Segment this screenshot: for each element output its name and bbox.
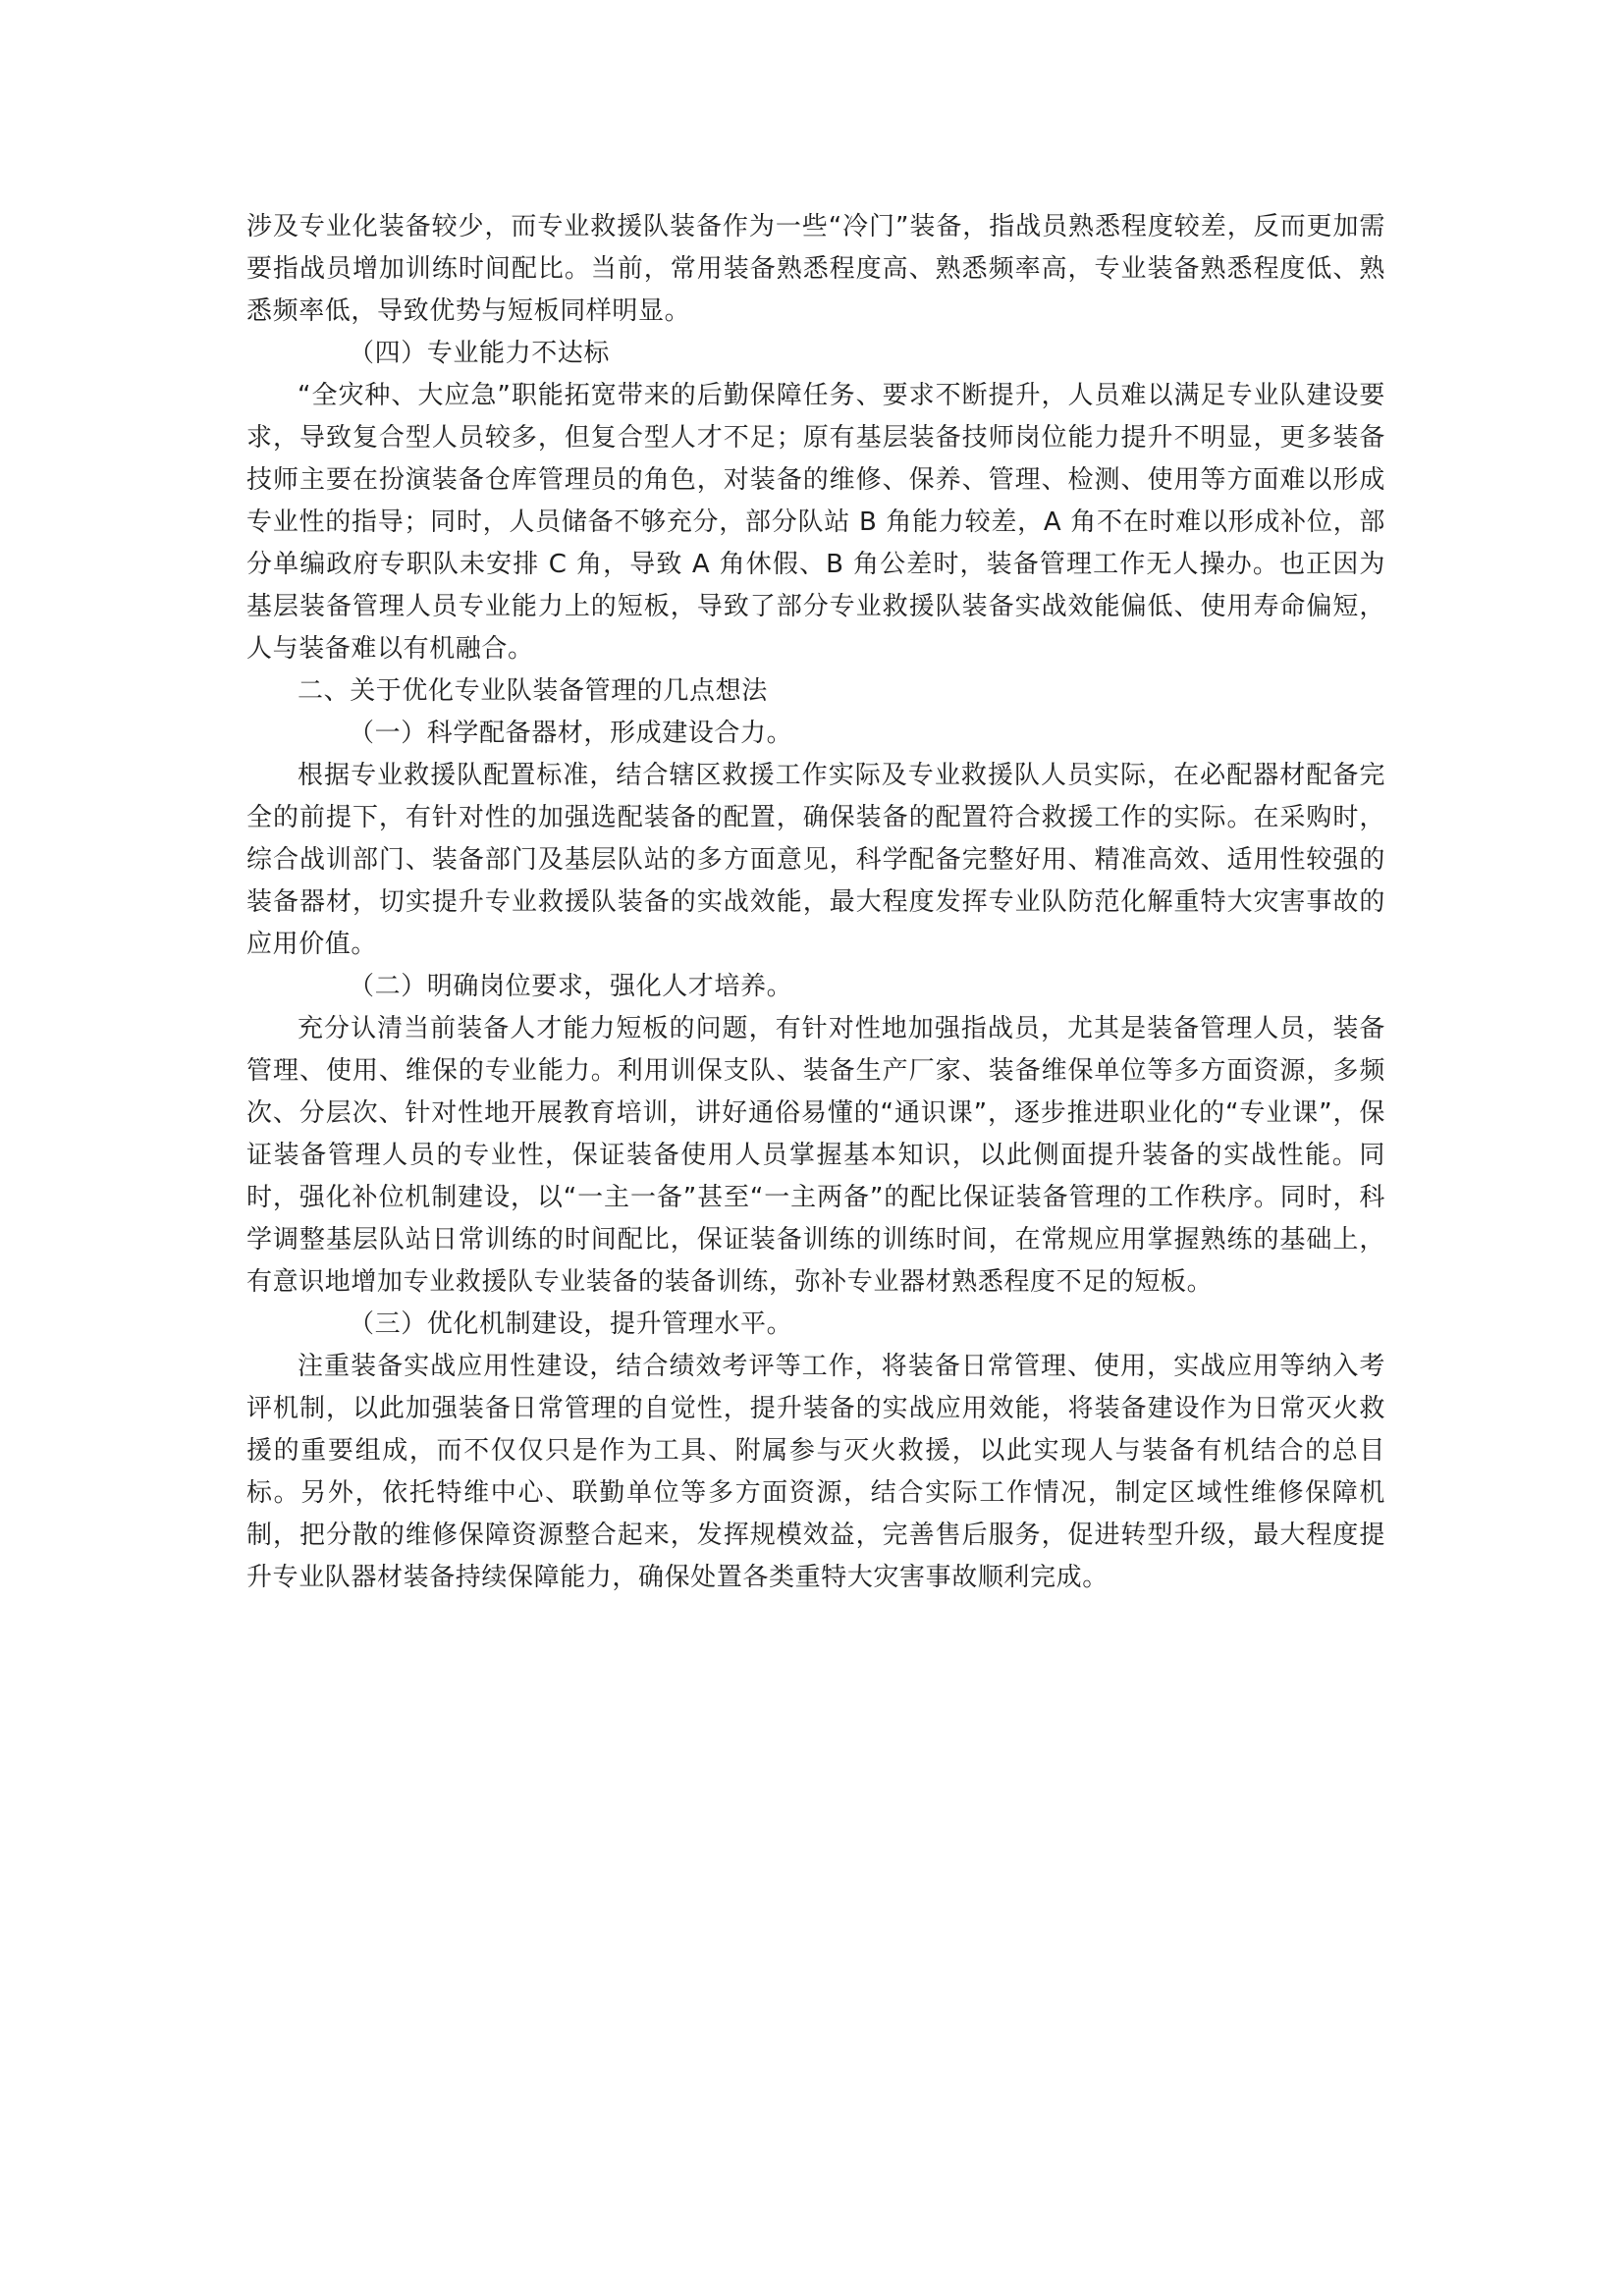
paragraph: 注重装备实战应用性建设，结合绩效考评等工作，将装备日常管理、使用，实战应用等纳入考评机制，以此加强装备日常管理的自觉性，提升装备的实战应用效能，将装备建设作为日常灭火救援的重要组成，而不仅仅只是作为工具、附属参与灭火救援，以此实现人与装备有机结合的总目标。另外，依托特维中心、联勤单位等多方面资源，结合实际工作情况，制定区域性维修保障机制，把分散的维修保障资源整合起来，发挥规模效益，完善售后服务，促进转型升级，最大程度提升专业队器材装备持续保障能力，确保处置各类重特大灾害事故顺利完成。	[246, 1352, 1385, 1592]
paragraph: 涉及专业化装备较少，而专业救援队装备作为一些“冷门”装备，指战员熟悉程度较差，反而更加需要指战员增加训练时间配比。当前，常用装备熟悉程度高、熟悉频率高，专业装备熟悉程度低、熟悉频率低，导致优势与短板同样明显。	[246, 212, 1385, 326]
paragraph: 充分认清当前装备人才能力短板的问题，有针对性地加强指战员，尤其是装备管理人员，装备管理、使用、维保的专业能力。利用训保支队、装备生产厂家、装备维保单位等多方面资源，多频次、分层次、针对性地开展教育培训，讲好通俗易懂的“通识课”，逐步推进职业化的“专业课”，保证装备管理人员的专业性，保证装备使用人员掌握基本知识，以此侧面提升装备的实战性能。同时，强化补位机制建设，以“一主一备”甚至“一主两备”的配比保证装备管理的工作秩序。同时，科学调整基层队站日常训练的时间配比，保证装备训练的训练时间，在常规应用掌握熟练的基础上，有意识地增加专业救援队专业装备的装备训练，弥补专业器材熟悉程度不足的短板。	[246, 1014, 1385, 1297]
paragraph: 根据专业救援队配置标准，结合辖区救援工作实际及专业救援队人员实际，在必配器材配备完全的前提下，有针对性的加强选配装备的配置，确保装备的配置符合救援工作的实际。在采购时，综合战训部门、装备部门及基层队站的多方面意见，科学配备完整好用、精准高效、适用性较强的装备器材，切实提升专业救援队装备的实战效能，最大程度发挥专业队防范化解重特大灾害事故的应用价值。	[246, 761, 1385, 959]
section-title: 二、关于优化专业队装备管理的几点想法	[298, 676, 768, 706]
subsection-heading: （二）明确岗位要求，强化人才培养。	[349, 972, 793, 1001]
subsection-heading: （三）优化机制建设，提升管理水平。	[349, 1309, 793, 1339]
subsection-heading: （一）科学配备器材，形成建设合力。	[349, 719, 793, 748]
section-heading: （四）专业能力不达标	[349, 339, 611, 368]
document-body	[246, 206, 1385, 1599]
paragraph: “全灾种、大应急”职能拓宽带来的后勤保障任务、要求不断提升，人员难以满足专业队建设要求，导致复合型人员较多，但复合型人才不足；原有基层装备技师岗位能力提升不明显，更多装备技师主要在扮演装备仓库管理员的角色，对装备的维修、保养、管理、检测、使用等方面难以形成专业性的指导；同时，人员储备不够充分，部分队站 B 角能力较差，A 角不在时难以形成补位，部分单编政府专职队未安排 C 角，导致 A 角休假、B 角公差时，装备管理工作无人操办。也正因为基层装备管理人员专业能力上的短板，导致了部分专业救援队装备实战效能偏低、使用寿命偏短，人与装备难以有机融合。	[246, 381, 1385, 664]
